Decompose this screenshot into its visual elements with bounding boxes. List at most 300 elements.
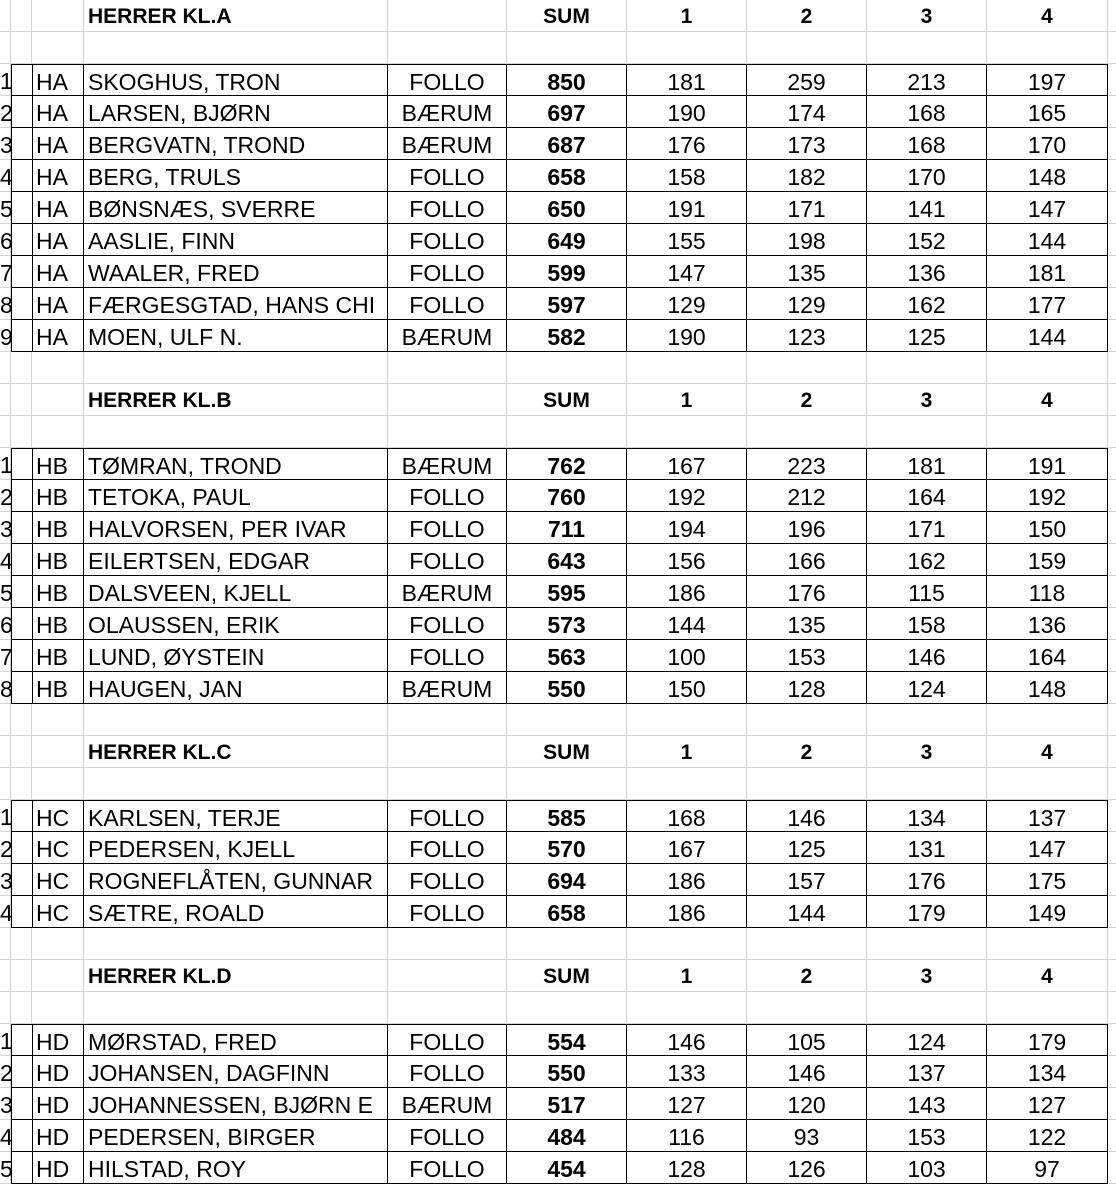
name-cell[interactable]: MØRSTAD, FRED	[84, 1024, 388, 1056]
round-1-cell[interactable]: 146	[627, 1024, 747, 1056]
name-cell[interactable]: HALVORSEN, PER IVAR	[84, 512, 388, 544]
blank-cell[interactable]	[388, 736, 507, 768]
round-1-cell[interactable]: 100	[627, 640, 747, 672]
club-cell[interactable]: FOLLO	[388, 864, 507, 896]
name-cell[interactable]: LUND, ØYSTEIN	[84, 640, 388, 672]
round-header-3[interactable]: 3	[867, 384, 987, 416]
round-3-cell[interactable]: 162	[867, 544, 987, 576]
place-cell[interactable]: 5	[0, 1152, 11, 1184]
empty-cell[interactable]	[32, 992, 84, 1024]
name-cell[interactable]: DALSVEEN, KJELL	[84, 576, 388, 608]
empty-cell[interactable]	[747, 352, 867, 384]
round-2-cell[interactable]: 259	[747, 64, 867, 96]
empty-cell[interactable]	[11, 768, 32, 800]
name-cell[interactable]: AASLIE, FINN	[84, 224, 388, 256]
round-1-cell[interactable]: 156	[627, 544, 747, 576]
sum-header[interactable]: SUM	[507, 0, 627, 32]
round-4-cell[interactable]: 136	[987, 608, 1108, 640]
blank-cell[interactable]	[1108, 736, 1116, 768]
round-header-4[interactable]: 4	[987, 736, 1108, 768]
club-cell[interactable]: FOLLO	[388, 1152, 507, 1184]
round-4-cell[interactable]: 147	[987, 192, 1108, 224]
empty-cell[interactable]	[1108, 704, 1116, 736]
class-code-cell[interactable]: HA	[32, 192, 84, 224]
blank-cell[interactable]	[1108, 384, 1116, 416]
blank-cell[interactable]	[1108, 672, 1116, 704]
club-cell[interactable]: BÆRUM	[388, 448, 507, 480]
round-4-cell[interactable]: 170	[987, 128, 1108, 160]
club-cell[interactable]: FOLLO	[388, 224, 507, 256]
blank-cell[interactable]	[0, 960, 11, 992]
round-1-cell[interactable]: 192	[627, 480, 747, 512]
blank-cell[interactable]	[1108, 1088, 1116, 1120]
empty-cell[interactable]	[507, 352, 627, 384]
class-code-cell[interactable]: HB	[32, 448, 84, 480]
empty-cell[interactable]	[507, 768, 627, 800]
club-cell[interactable]: FOLLO	[388, 896, 507, 928]
name-cell[interactable]: BØNSNÆS, SVERRE	[84, 192, 388, 224]
empty-cell[interactable]	[867, 416, 987, 448]
round-3-cell[interactable]: 213	[867, 64, 987, 96]
empty-cell[interactable]	[11, 928, 32, 960]
round-4-cell[interactable]: 192	[987, 480, 1108, 512]
club-cell[interactable]: BÆRUM	[388, 576, 507, 608]
empty-cell[interactable]	[84, 768, 388, 800]
empty-cell[interactable]	[1108, 768, 1116, 800]
blank-cell[interactable]	[1108, 1056, 1116, 1088]
empty-cell[interactable]	[84, 704, 388, 736]
empty-cell[interactable]	[627, 768, 747, 800]
name-cell[interactable]: MOEN, ULF N.	[84, 320, 388, 352]
round-4-cell[interactable]: 144	[987, 320, 1108, 352]
blank-cell[interactable]	[1108, 1152, 1116, 1184]
round-4-cell[interactable]: 159	[987, 544, 1108, 576]
place-cell[interactable]: 5	[0, 576, 11, 608]
club-cell[interactable]: FOLLO	[388, 288, 507, 320]
empty-cell[interactable]	[0, 992, 11, 1024]
empty-cell[interactable]	[627, 352, 747, 384]
club-cell[interactable]: BÆRUM	[388, 1088, 507, 1120]
empty-cell[interactable]	[987, 704, 1108, 736]
round-3-cell[interactable]: 158	[867, 608, 987, 640]
club-cell[interactable]: FOLLO	[388, 64, 507, 96]
sum-cell[interactable]: 658	[507, 896, 627, 928]
blank-cell[interactable]	[1108, 448, 1116, 480]
round-1-cell[interactable]: 129	[627, 288, 747, 320]
section-title[interactable]: HERRER KL.C	[84, 736, 388, 768]
round-1-cell[interactable]: 167	[627, 448, 747, 480]
round-1-cell[interactable]: 155	[627, 224, 747, 256]
round-2-cell[interactable]: 135	[747, 608, 867, 640]
club-cell[interactable]: BÆRUM	[388, 96, 507, 128]
name-cell[interactable]: HILSTAD, ROY	[84, 1152, 388, 1184]
round-header-2[interactable]: 2	[747, 384, 867, 416]
sum-cell[interactable]: 597	[507, 288, 627, 320]
empty-cell[interactable]	[747, 928, 867, 960]
round-3-cell[interactable]: 171	[867, 512, 987, 544]
sum-cell[interactable]: 599	[507, 256, 627, 288]
round-1-cell[interactable]: 128	[627, 1152, 747, 1184]
blank-cell[interactable]	[1108, 800, 1116, 832]
section-title[interactable]: HERRER KL.D	[84, 960, 388, 992]
blank-cell[interactable]	[32, 0, 84, 32]
round-4-cell[interactable]: 179	[987, 1024, 1108, 1056]
round-3-cell[interactable]: 181	[867, 448, 987, 480]
round-4-cell[interactable]: 148	[987, 160, 1108, 192]
name-cell[interactable]: BERGVATN, TROND	[84, 128, 388, 160]
blank-cell[interactable]	[11, 960, 32, 992]
class-code-cell[interactable]: HB	[32, 544, 84, 576]
place-cell[interactable]: 8	[0, 672, 11, 704]
sum-cell[interactable]: 582	[507, 320, 627, 352]
empty-cell[interactable]	[84, 416, 388, 448]
place-cell[interactable]: 3	[0, 128, 11, 160]
round-4-cell[interactable]: 144	[987, 224, 1108, 256]
place-cell[interactable]: 1	[0, 448, 11, 480]
blank-cell[interactable]	[388, 960, 507, 992]
place-cell[interactable]: 2	[0, 1056, 11, 1088]
sum-cell[interactable]: 595	[507, 576, 627, 608]
empty-cell[interactable]	[388, 32, 507, 64]
round-3-cell[interactable]: 131	[867, 832, 987, 864]
round-2-cell[interactable]: 176	[747, 576, 867, 608]
place-cell[interactable]: 1	[0, 1024, 11, 1056]
class-code-cell[interactable]: HB	[32, 576, 84, 608]
round-3-cell[interactable]: 103	[867, 1152, 987, 1184]
round-3-cell[interactable]: 115	[867, 576, 987, 608]
empty-cell[interactable]	[11, 704, 32, 736]
blank-cell[interactable]	[32, 736, 84, 768]
empty-cell[interactable]	[747, 416, 867, 448]
empty-cell[interactable]	[867, 768, 987, 800]
place-cell[interactable]: 3	[0, 1088, 11, 1120]
name-cell[interactable]: KARLSEN, TERJE	[84, 800, 388, 832]
blank-cell[interactable]	[1108, 640, 1116, 672]
round-4-cell[interactable]: 122	[987, 1120, 1108, 1152]
round-4-cell[interactable]: 181	[987, 256, 1108, 288]
blank-cell[interactable]	[1108, 864, 1116, 896]
blank-cell[interactable]	[1108, 576, 1116, 608]
club-cell[interactable]: FOLLO	[388, 160, 507, 192]
empty-cell[interactable]	[987, 32, 1108, 64]
blank-cell[interactable]	[0, 384, 11, 416]
round-3-cell[interactable]: 143	[867, 1088, 987, 1120]
round-2-cell[interactable]: 123	[747, 320, 867, 352]
name-cell[interactable]: JOHANNESSEN, BJØRN E	[84, 1088, 388, 1120]
empty-cell[interactable]	[747, 704, 867, 736]
round-2-cell[interactable]: 93	[747, 1120, 867, 1152]
round-2-cell[interactable]: 146	[747, 1056, 867, 1088]
round-4-cell[interactable]: 147	[987, 832, 1108, 864]
round-2-cell[interactable]: 105	[747, 1024, 867, 1056]
sum-cell[interactable]: 554	[507, 1024, 627, 1056]
sum-cell[interactable]: 563	[507, 640, 627, 672]
sum-cell[interactable]: 585	[507, 800, 627, 832]
round-1-cell[interactable]: 150	[627, 672, 747, 704]
round-1-cell[interactable]: 127	[627, 1088, 747, 1120]
empty-cell[interactable]	[987, 768, 1108, 800]
place-cell[interactable]: 4	[0, 544, 11, 576]
round-header-1[interactable]: 1	[627, 960, 747, 992]
round-header-1[interactable]: 1	[627, 384, 747, 416]
empty-cell[interactable]	[867, 992, 987, 1024]
empty-cell[interactable]	[1108, 32, 1116, 64]
round-2-cell[interactable]: 144	[747, 896, 867, 928]
blank-cell[interactable]	[1108, 1024, 1116, 1056]
round-header-3[interactable]: 3	[867, 736, 987, 768]
empty-cell[interactable]	[32, 416, 84, 448]
blank-cell[interactable]	[1108, 128, 1116, 160]
name-cell[interactable]: ROGNEFLÅTEN, GUNNAR	[84, 864, 388, 896]
section-title[interactable]: HERRER KL.A	[84, 0, 388, 32]
empty-cell[interactable]	[747, 32, 867, 64]
empty-cell[interactable]	[747, 992, 867, 1024]
empty-cell[interactable]	[627, 928, 747, 960]
name-cell[interactable]: OLAUSSEN, ERIK	[84, 608, 388, 640]
empty-cell[interactable]	[747, 768, 867, 800]
club-cell[interactable]: FOLLO	[388, 256, 507, 288]
round-1-cell[interactable]: 168	[627, 800, 747, 832]
place-cell[interactable]: 8	[0, 288, 11, 320]
name-cell[interactable]: PEDERSEN, BIRGER	[84, 1120, 388, 1152]
class-code-cell[interactable]: HD	[32, 1056, 84, 1088]
round-1-cell[interactable]: 190	[627, 320, 747, 352]
round-4-cell[interactable]: 118	[987, 576, 1108, 608]
place-cell[interactable]: 2	[0, 96, 11, 128]
round-2-cell[interactable]: 196	[747, 512, 867, 544]
round-2-cell[interactable]: 120	[747, 1088, 867, 1120]
round-3-cell[interactable]: 168	[867, 96, 987, 128]
empty-cell[interactable]	[1108, 352, 1116, 384]
class-code-cell[interactable]: HC	[32, 800, 84, 832]
blank-cell[interactable]	[1108, 896, 1116, 928]
blank-cell[interactable]	[1108, 608, 1116, 640]
round-3-cell[interactable]: 164	[867, 480, 987, 512]
name-cell[interactable]: BERG, TRULS	[84, 160, 388, 192]
empty-cell[interactable]	[627, 992, 747, 1024]
class-code-cell[interactable]: HA	[32, 160, 84, 192]
round-1-cell[interactable]: 191	[627, 192, 747, 224]
name-cell[interactable]: JOHANSEN, DAGFINN	[84, 1056, 388, 1088]
blank-cell[interactable]	[0, 736, 11, 768]
class-code-cell[interactable]: HA	[32, 64, 84, 96]
place-cell[interactable]: 3	[0, 512, 11, 544]
round-2-cell[interactable]: 135	[747, 256, 867, 288]
empty-cell[interactable]	[0, 352, 11, 384]
empty-cell[interactable]	[1108, 992, 1116, 1024]
blank-cell[interactable]	[1108, 192, 1116, 224]
round-4-cell[interactable]: 197	[987, 64, 1108, 96]
round-header-1[interactable]: 1	[627, 0, 747, 32]
blank-cell[interactable]	[1108, 160, 1116, 192]
sum-cell[interactable]: 484	[507, 1120, 627, 1152]
round-3-cell[interactable]: 146	[867, 640, 987, 672]
club-cell[interactable]: FOLLO	[388, 608, 507, 640]
place-cell[interactable]: 4	[0, 1120, 11, 1152]
class-code-cell[interactable]: HB	[32, 640, 84, 672]
place-cell[interactable]: 1	[0, 64, 11, 96]
name-cell[interactable]: FÆRGESGTAD, HANS CHI	[84, 288, 388, 320]
class-code-cell[interactable]: HA	[32, 96, 84, 128]
empty-cell[interactable]	[11, 992, 32, 1024]
blank-cell[interactable]	[1108, 1120, 1116, 1152]
blank-cell[interactable]	[32, 960, 84, 992]
sum-cell[interactable]: 762	[507, 448, 627, 480]
name-cell[interactable]: WAALER, FRED	[84, 256, 388, 288]
round-4-cell[interactable]: 137	[987, 800, 1108, 832]
blank-cell[interactable]	[1108, 256, 1116, 288]
empty-cell[interactable]	[32, 704, 84, 736]
blank-cell[interactable]	[1108, 960, 1116, 992]
empty-cell[interactable]	[627, 416, 747, 448]
round-4-cell[interactable]: 134	[987, 1056, 1108, 1088]
round-1-cell[interactable]: 186	[627, 896, 747, 928]
round-1-cell[interactable]: 133	[627, 1056, 747, 1088]
place-cell[interactable]: 7	[0, 256, 11, 288]
round-2-cell[interactable]: 128	[747, 672, 867, 704]
blank-cell[interactable]	[1108, 544, 1116, 576]
round-1-cell[interactable]: 194	[627, 512, 747, 544]
round-1-cell[interactable]: 147	[627, 256, 747, 288]
round-2-cell[interactable]: 126	[747, 1152, 867, 1184]
empty-cell[interactable]	[987, 352, 1108, 384]
club-cell[interactable]: FOLLO	[388, 512, 507, 544]
round-header-3[interactable]: 3	[867, 0, 987, 32]
club-cell[interactable]: FOLLO	[388, 800, 507, 832]
round-4-cell[interactable]: 97	[987, 1152, 1108, 1184]
round-2-cell[interactable]: 129	[747, 288, 867, 320]
empty-cell[interactable]	[11, 32, 32, 64]
place-cell[interactable]: 4	[0, 160, 11, 192]
round-3-cell[interactable]: 136	[867, 256, 987, 288]
empty-cell[interactable]	[0, 704, 11, 736]
empty-cell[interactable]	[388, 768, 507, 800]
empty-cell[interactable]	[987, 992, 1108, 1024]
sum-cell[interactable]: 573	[507, 608, 627, 640]
sum-cell[interactable]: 649	[507, 224, 627, 256]
name-cell[interactable]: TETOKA, PAUL	[84, 480, 388, 512]
club-cell[interactable]: FOLLO	[388, 480, 507, 512]
class-code-cell[interactable]: HB	[32, 672, 84, 704]
club-cell[interactable]: FOLLO	[388, 1056, 507, 1088]
empty-cell[interactable]	[867, 704, 987, 736]
empty-cell[interactable]	[0, 928, 11, 960]
empty-cell[interactable]	[0, 32, 11, 64]
class-code-cell[interactable]: HA	[32, 256, 84, 288]
empty-cell[interactable]	[987, 928, 1108, 960]
place-cell[interactable]: 6	[0, 224, 11, 256]
round-3-cell[interactable]: 137	[867, 1056, 987, 1088]
round-3-cell[interactable]: 170	[867, 160, 987, 192]
club-cell[interactable]: BÆRUM	[388, 320, 507, 352]
sum-cell[interactable]: 570	[507, 832, 627, 864]
club-cell[interactable]: FOLLO	[388, 1024, 507, 1056]
class-code-cell[interactable]: HA	[32, 320, 84, 352]
empty-cell[interactable]	[84, 928, 388, 960]
empty-cell[interactable]	[84, 32, 388, 64]
round-header-2[interactable]: 2	[747, 736, 867, 768]
round-3-cell[interactable]: 179	[867, 896, 987, 928]
round-3-cell[interactable]: 176	[867, 864, 987, 896]
round-2-cell[interactable]: 146	[747, 800, 867, 832]
class-code-cell[interactable]: HA	[32, 224, 84, 256]
blank-cell[interactable]	[1108, 832, 1116, 864]
round-3-cell[interactable]: 125	[867, 320, 987, 352]
round-4-cell[interactable]: 165	[987, 96, 1108, 128]
club-cell[interactable]: FOLLO	[388, 192, 507, 224]
blank-cell[interactable]	[1108, 224, 1116, 256]
name-cell[interactable]: LARSEN, BJØRN	[84, 96, 388, 128]
place-cell[interactable]: 9	[0, 320, 11, 352]
empty-cell[interactable]	[32, 352, 84, 384]
place-cell[interactable]: 3	[0, 864, 11, 896]
sum-cell[interactable]: 760	[507, 480, 627, 512]
round-1-cell[interactable]: 186	[627, 576, 747, 608]
blank-cell[interactable]	[32, 384, 84, 416]
round-4-cell[interactable]: 164	[987, 640, 1108, 672]
round-3-cell[interactable]: 162	[867, 288, 987, 320]
round-2-cell[interactable]: 125	[747, 832, 867, 864]
round-2-cell[interactable]: 198	[747, 224, 867, 256]
club-cell[interactable]: FOLLO	[388, 1120, 507, 1152]
class-code-cell[interactable]: HD	[32, 1120, 84, 1152]
round-1-cell[interactable]: 116	[627, 1120, 747, 1152]
round-header-1[interactable]: 1	[627, 736, 747, 768]
round-2-cell[interactable]: 223	[747, 448, 867, 480]
round-4-cell[interactable]: 127	[987, 1088, 1108, 1120]
name-cell[interactable]: SÆTRE, ROALD	[84, 896, 388, 928]
empty-cell[interactable]	[32, 32, 84, 64]
round-1-cell[interactable]: 167	[627, 832, 747, 864]
round-header-3[interactable]: 3	[867, 960, 987, 992]
class-code-cell[interactable]: HC	[32, 864, 84, 896]
round-3-cell[interactable]: 141	[867, 192, 987, 224]
name-cell[interactable]: HAUGEN, JAN	[84, 672, 388, 704]
blank-cell[interactable]	[1108, 512, 1116, 544]
round-header-4[interactable]: 4	[987, 960, 1108, 992]
class-code-cell[interactable]: HA	[32, 288, 84, 320]
round-3-cell[interactable]: 124	[867, 1024, 987, 1056]
empty-cell[interactable]	[388, 352, 507, 384]
sum-header[interactable]: SUM	[507, 384, 627, 416]
empty-cell[interactable]	[987, 416, 1108, 448]
blank-cell[interactable]	[0, 0, 11, 32]
sum-cell[interactable]: 687	[507, 128, 627, 160]
blank-cell[interactable]	[11, 384, 32, 416]
round-2-cell[interactable]: 182	[747, 160, 867, 192]
place-cell[interactable]: 7	[0, 640, 11, 672]
empty-cell[interactable]	[507, 32, 627, 64]
round-header-2[interactable]: 2	[747, 0, 867, 32]
empty-cell[interactable]	[84, 992, 388, 1024]
round-1-cell[interactable]: 144	[627, 608, 747, 640]
round-2-cell[interactable]: 157	[747, 864, 867, 896]
place-cell[interactable]: 2	[0, 832, 11, 864]
section-title[interactable]: HERRER KL.B	[84, 384, 388, 416]
empty-cell[interactable]	[388, 992, 507, 1024]
sum-cell[interactable]: 711	[507, 512, 627, 544]
sum-cell[interactable]: 517	[507, 1088, 627, 1120]
blank-cell[interactable]	[1108, 96, 1116, 128]
round-header-4[interactable]: 4	[987, 384, 1108, 416]
club-cell[interactable]: FOLLO	[388, 544, 507, 576]
name-cell[interactable]: EILERTSEN, EDGAR	[84, 544, 388, 576]
empty-cell[interactable]	[627, 32, 747, 64]
empty-cell[interactable]	[0, 768, 11, 800]
round-1-cell[interactable]: 186	[627, 864, 747, 896]
empty-cell[interactable]	[32, 928, 84, 960]
empty-cell[interactable]	[507, 416, 627, 448]
